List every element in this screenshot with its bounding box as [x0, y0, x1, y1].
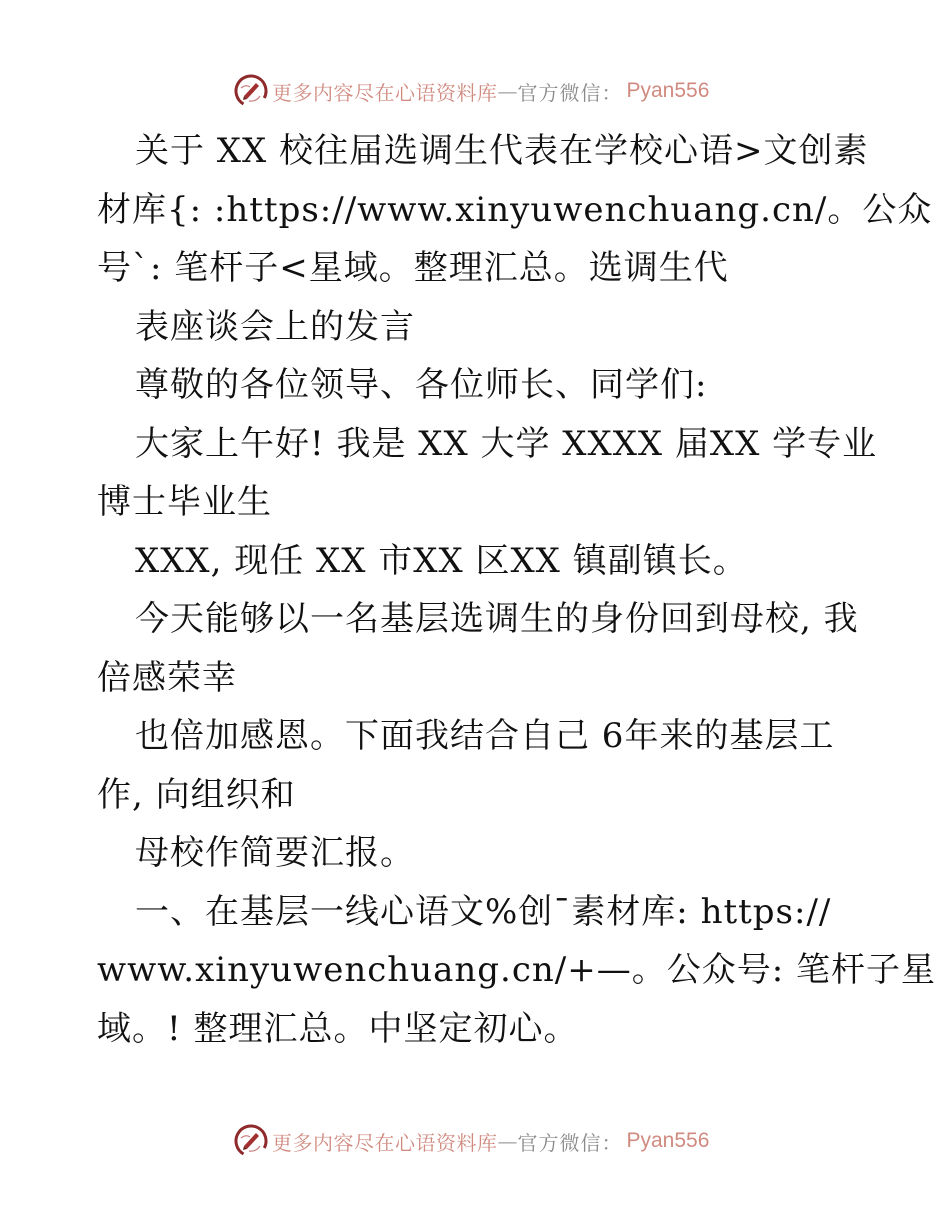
text-line: 关于 XX 校往届选调生代表在学校心语>文创素 — [135, 131, 869, 171]
text-line: 作, 向组织和 — [97, 774, 296, 815]
banner-slogan: 更多内容尽在心语资料库 — [272, 80, 498, 105]
text-line: 母校作简要汇报。 — [135, 833, 415, 873]
text-line: XXX, 现任 XX 市XX 区XX 镇副镇长。 — [135, 540, 748, 581]
banner-slogan: 更多内容尽在心语资料库 — [272, 1130, 498, 1155]
text-line: 一、在基层一线心语文%创¯素材库: https:// — [135, 891, 832, 932]
text-line: 材库{: :https://www.xinyuwenchuang.cn/。公众 — [97, 189, 933, 230]
text-line: www.xinyuwenchuang.cn/+—。公众号: 笔杆子星 — [97, 950, 936, 990]
text-line: 尊敬的各位领导、各位师长、同学们: — [135, 365, 708, 405]
banner-wechat-label: 官方微信： — [517, 80, 623, 105]
text-line: 号`: 笔杆子<星域。整理汇总。选调生代 — [97, 248, 729, 288]
banner-wechat-id: Pyan556 — [626, 1129, 710, 1152]
banner-wechat-id: Pyan556 — [626, 79, 710, 102]
text-line: 博士毕业生 — [97, 482, 272, 522]
quill-pen-logo-icon — [234, 74, 268, 108]
text-line: 表座谈会上的发言 — [135, 306, 415, 347]
quill-pen-logo-icon — [234, 1124, 268, 1158]
text-line: 今天能够以一名基层选调生的身份回到母校, 我 — [135, 599, 859, 639]
text-line: 倍感荣幸 — [97, 657, 237, 698]
banner-dash: — — [497, 1129, 518, 1153]
text-line: 域。! 整理汇总。中坚定初心。 — [97, 1008, 579, 1049]
text-line: 大家上午好! 我是 XX 大学 XXXX 届XX 学专业 — [135, 423, 878, 464]
header-banner — [234, 72, 709, 110]
banner-dash: — — [497, 79, 518, 103]
text-line: 也倍加感恩。下面我结合自己 6年来的基层工 — [135, 716, 835, 756]
footer-banner — [234, 1122, 709, 1160]
document-body — [97, 122, 936, 1058]
banner-wechat-label: 官方微信： — [517, 1130, 623, 1155]
